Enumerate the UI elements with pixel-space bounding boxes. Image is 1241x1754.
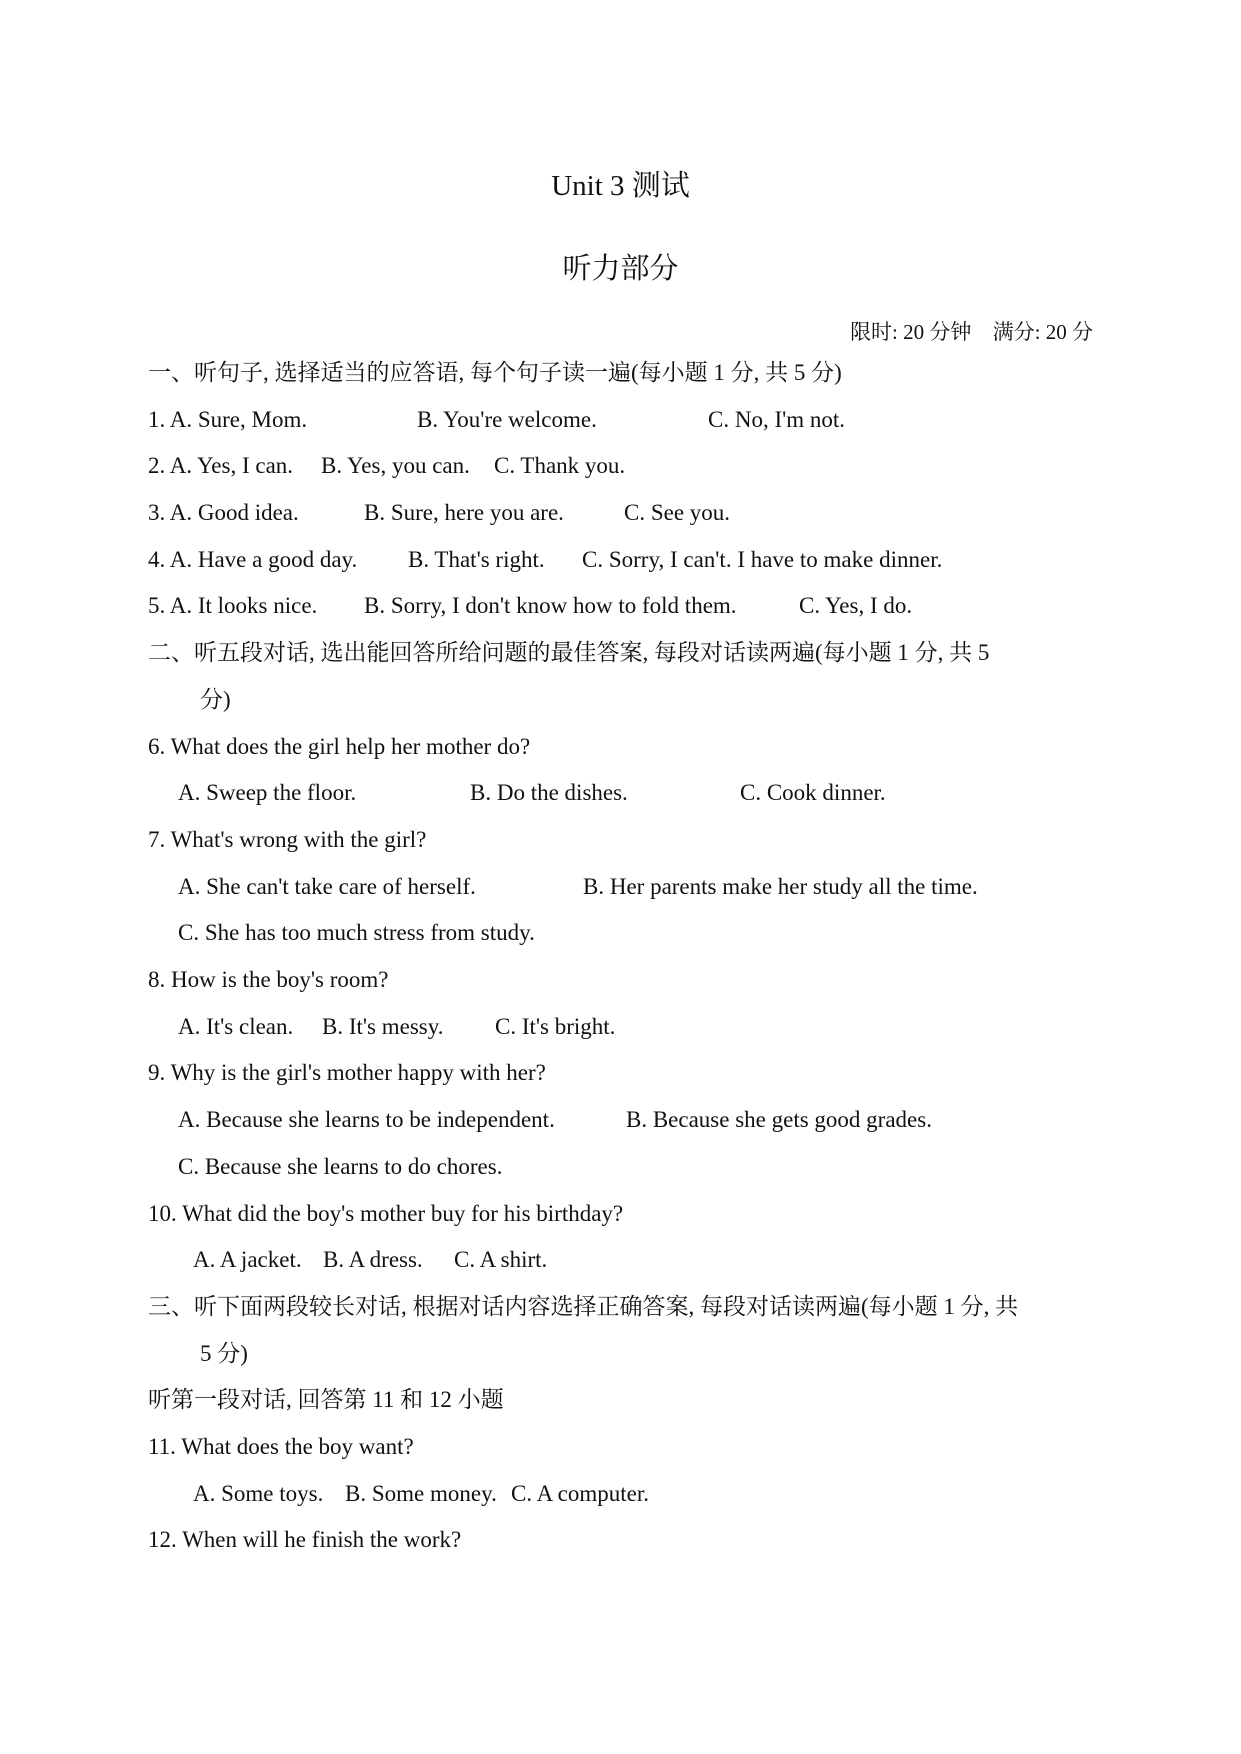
question-7: 7. What's wrong with the girl? bbox=[148, 827, 427, 852]
document-title: Unit 3 测试 bbox=[551, 170, 690, 202]
q5-option-b: B. Sorry, I don't know how to fold them. bbox=[364, 593, 737, 618]
q6-option-b: B. Do the dishes. bbox=[470, 780, 628, 805]
section2-heading: 二、听五段对话, 选出能回答所给问题的最佳答案, 每段对话读两遍(每小题 1 分, 共 5 bbox=[148, 640, 990, 665]
q7-option-a: A. She can't take care of herself. bbox=[178, 874, 476, 899]
q8-options bbox=[178, 1012, 615, 1042]
q3-option-c: C. See you. bbox=[624, 500, 731, 525]
q3-option-a: 3. A. Good idea. bbox=[148, 500, 299, 525]
q2-option-b: B. Yes, you can. bbox=[321, 453, 470, 478]
section3-heading: 三、听下面两段较长对话, 根据对话内容选择正确答案, 每段对话读两遍(每小题 1 分, 共 bbox=[148, 1294, 1019, 1319]
question-5 bbox=[148, 591, 912, 621]
q4-option-a: 4. A. Have a good day. bbox=[148, 547, 358, 572]
question-6: 6. What does the girl help her mother do? bbox=[148, 734, 531, 759]
time-limit: 限时: 20 分钟 bbox=[850, 320, 972, 344]
question-1 bbox=[148, 405, 845, 435]
q6-options bbox=[178, 778, 886, 808]
q10-option-c: C. A shirt. bbox=[454, 1247, 548, 1272]
section1-heading: 一、听句子, 选择适当的应答语, 每个句子读一遍(每小题 1 分, 共 5 分) bbox=[148, 360, 842, 385]
q7-options-row1 bbox=[178, 872, 978, 902]
q9-option-c: C. Because she learns to do chores. bbox=[178, 1154, 503, 1179]
q9-options-row1 bbox=[178, 1105, 932, 1135]
question-2 bbox=[148, 451, 625, 481]
q11-options bbox=[193, 1479, 649, 1509]
q3-option-b: B. Sure, here you are. bbox=[364, 500, 564, 525]
q7-option-b: B. Her parents make her study all the time. bbox=[583, 874, 978, 899]
question-3 bbox=[148, 498, 730, 528]
q7-option-c: C. She has too much stress from study. bbox=[178, 920, 535, 945]
section3-heading-cont: 5 分) bbox=[200, 1341, 248, 1366]
q11-option-a: A. Some toys. bbox=[193, 1481, 324, 1506]
section3-subheading: 听第一段对话, 回答第 11 和 12 小题 bbox=[148, 1387, 504, 1412]
section2-heading-cont: 分) bbox=[200, 687, 231, 712]
q11-option-b: B. Some money. bbox=[345, 1481, 497, 1506]
question-10: 10. What did the boy's mother buy for his birthday? bbox=[148, 1201, 624, 1226]
question-4 bbox=[148, 545, 942, 575]
full-score: 满分: 20 分 bbox=[992, 320, 1093, 344]
q8-option-a: A. It's clean. bbox=[178, 1014, 294, 1039]
q1-option-a: 1. A. Sure, Mom. bbox=[148, 407, 308, 432]
question-12: 12. When will he finish the work? bbox=[148, 1527, 462, 1552]
q5-option-a: 5. A. It looks nice. bbox=[148, 593, 318, 618]
q9-option-a: A. Because she learns to be independent. bbox=[178, 1107, 555, 1132]
document-subtitle: 听力部分 bbox=[562, 253, 679, 285]
q2-option-c: C. Thank you. bbox=[494, 453, 626, 478]
q2-option-a: 2. A. Yes, I can. bbox=[148, 453, 294, 478]
q8-option-c: C. It's bright. bbox=[495, 1014, 616, 1039]
question-8: 8. How is the boy's room? bbox=[148, 967, 389, 992]
question-9: 9. Why is the girl's mother happy with her? bbox=[148, 1060, 546, 1085]
q1-option-c: C. No, I'm not. bbox=[708, 407, 846, 432]
q11-option-c: C. A computer. bbox=[511, 1481, 649, 1506]
q4-option-b: B. That's right. bbox=[408, 547, 545, 572]
q10-option-a: A. A jacket. bbox=[193, 1247, 302, 1272]
question-11: 11. What does the boy want? bbox=[148, 1434, 414, 1459]
q10-option-b: B. A dress. bbox=[323, 1247, 423, 1272]
q4-option-c: C. Sorry, I can't. I have to make dinner. bbox=[582, 547, 943, 572]
q6-option-a: A. Sweep the floor. bbox=[178, 780, 357, 805]
q6-option-c: C. Cook dinner. bbox=[740, 780, 886, 805]
exam-meta bbox=[834, 316, 1093, 346]
q1-option-b: B. You're welcome. bbox=[417, 407, 597, 432]
q9-option-b: B. Because she gets good grades. bbox=[626, 1107, 932, 1132]
q5-option-c: C. Yes, I do. bbox=[799, 593, 913, 618]
q8-option-b: B. It's messy. bbox=[322, 1014, 444, 1039]
q10-options bbox=[193, 1245, 547, 1275]
